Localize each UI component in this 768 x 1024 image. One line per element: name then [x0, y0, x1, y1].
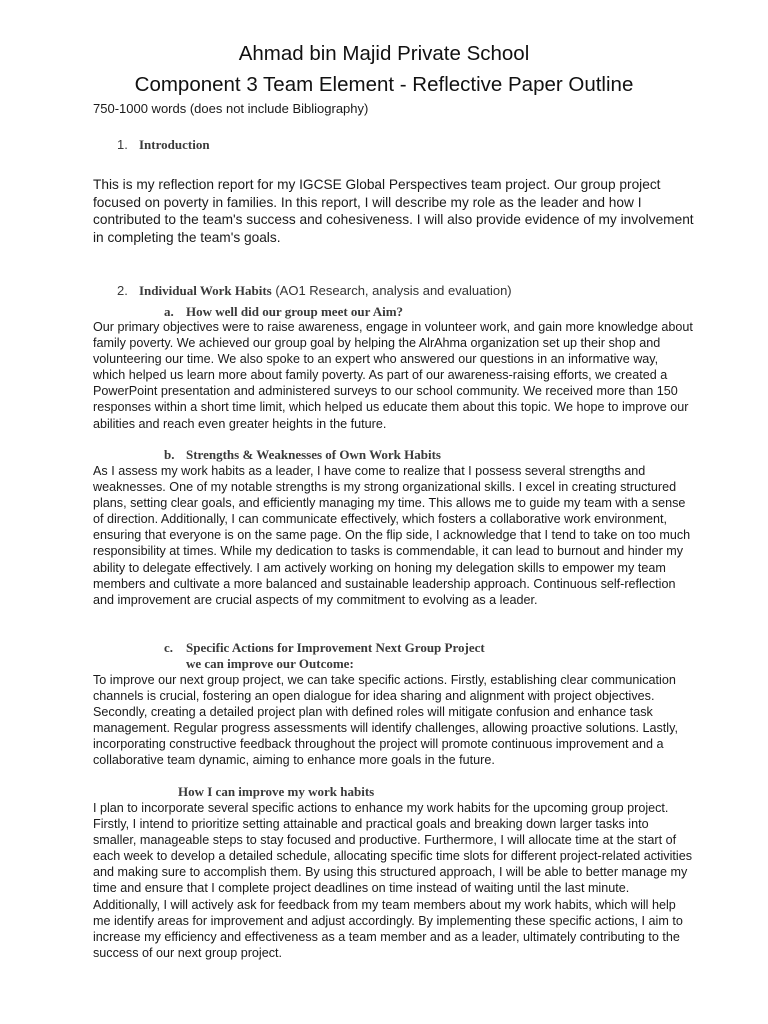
subsection-heading-strengths: [164, 447, 441, 463]
subsection-title: Strengths & Weaknesses of Own Work Habits: [186, 447, 441, 462]
section-heading-work-habits: [117, 283, 512, 299]
subsection-subheading-outcome: we can improve our Outcome:: [186, 656, 354, 671]
section-title: Individual Work Habits: [139, 283, 272, 298]
section-number: 1.: [117, 137, 128, 152]
subsection-heading-work-habits-improve: How I can improve my work habits: [178, 784, 375, 799]
subsection-title: How well did our group meet our Aim?: [186, 304, 404, 319]
work-habits-improve-paragraph: I plan to incorporate several specific actions to enhance my work habits for the upcoming group project. Firstly, I intend to prioritize setting attainable and practical goals and breaking down larger tasks into smaller, manageable steps to stay focused and productive. Furthermore, I will allocate time at the start of each week to develop a detailed schedule, allocating specific time slots for different project-related activities and making sure to accomplish them. By using this structured approach, I will be able to better manage my time and ensure that I complete project deadlines on time instead of waiting until the last minute. Additionally, I will actively ask for feedback from my team members about my work habits, which will help me identify areas for improvement and adjust accordingly. By implementing these specific actions, I aim to increase my efficiency and effectiveness as a team member and as a leader, ultimately contributing to the success of our next group project.: [93, 801, 692, 960]
subsection-letter: c.: [164, 640, 174, 655]
school-title: Ahmad bin Majid Private School: [238, 42, 530, 65]
subsection-heading-improvement: [164, 640, 485, 656]
section-title: Introduction: [139, 137, 210, 152]
improvement-paragraph: To improve our next group project, we can take specific actions. Firstly, establishing clear communication channels is crucial, fostering an open dialogue for idea sharing and alignment with project objectives. Secondly, creating a detailed project plan with defined roles will mitigate confusion and enhance task management. Regular progress assessments will identify challenges, allowing proactive solutions. Lastly, incorporating constructive feedback throughout the project will promote continuous improvement and a collaborative team dynamic, aiming to enhance more goals in the future.: [93, 673, 678, 768]
strengths-paragraph: As I assess my work habits as a leader, I have come to realize that I possess several strengths and weaknesses. One of my notable strengths is my strong organizational skills. I excel in creating structured plans, setting clear goals, and efficiently managing my time. This allows me to guide my team with a sense of direction. Additionally, I can communicate effectively, which fosters a collaborative work environment, ensuring that everyone is on the same page. On the flip side, I acknowledge that I tend to take on too much responsibility at times. While my dedication to tasks is commendable, it can lead to burnout and hinder my ability to delegate effectively. I am actively working on honing my delegation skills to empower my team members and cultivate a more balanced and sustainable leadership approach. Continuous self-reflection and improvement are crucial aspects of my commitment to evolving as a leader.: [93, 464, 691, 607]
aim-paragraph: Our primary objectives were to raise awareness, engage in volunteer work, and gain more knowledge about family poverty. We achieved our group goal by helping the AlrAhma organization set up their shop and volunteering our time. We also spoke to an expert who answered our questions in an informative way, which helped us learn more about family poverty. As part of our awareness-raising efforts, we created a PowerPoint presentation and administered surveys to our school community. We received more than 150 responses within a short time limit, which helped us educate them about this topic. We hope to improve our abilities and reach even greater heights in the future.: [93, 320, 693, 431]
subsection-heading-aim: [164, 304, 403, 320]
introduction-paragraph: This is my reflection report for my IGCSE Global Perspectives team project. Our group project focused on poverty in families. In this report, I will describe my role as the leader and how I contributed to the team's success and cohesiveness. I will also provide evidence of my involvement in completing the team's goals.: [93, 177, 694, 245]
subsection-letter: a.: [164, 304, 174, 319]
section-number: 2.: [117, 283, 128, 298]
section-heading-introduction: [117, 137, 210, 153]
section-assessment-objective: (AO1 Research, analysis and evaluation): [271, 283, 512, 298]
word-count-note: 750-1000 words (does not include Bibliography): [93, 101, 369, 116]
document-subtitle: Component 3 Team Element - Reflective Paper Outline: [134, 73, 634, 96]
subsection-title: Specific Actions for Improvement Next Group Project: [186, 640, 485, 655]
subsection-letter: b.: [164, 447, 175, 462]
